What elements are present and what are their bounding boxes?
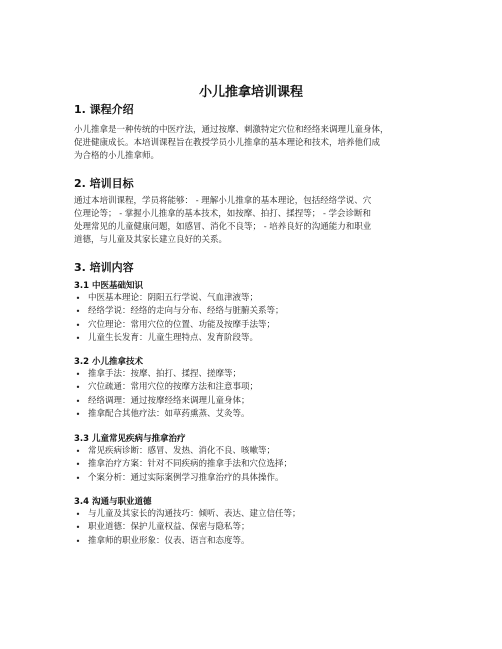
subsection-heading: 3.2 小儿推拿技术 bbox=[74, 357, 144, 367]
bullet-icon: • bbox=[75, 460, 81, 470]
document-title: 小儿推拿培训课程 bbox=[198, 85, 303, 100]
paragraph-line: 通过本培训课程，学员将能够： - 理解小儿推拿的基本理论，包括经络学说、穴 bbox=[74, 196, 372, 206]
list-item: • 职业道德：保护儿童权益、保密与隐私等； bbox=[74, 521, 301, 534]
list-item: • 推拿治疗方案：针对不同疾病的推拿手法和穴位选择； bbox=[74, 458, 292, 471]
bullet-icon: • bbox=[75, 396, 81, 406]
list-item: • 与儿童及其家长的沟通技巧：倾听、表达、建立信任等； bbox=[74, 508, 301, 521]
bullet-icon: • bbox=[75, 307, 81, 317]
bullet-icon: • bbox=[75, 370, 81, 379]
section-heading-objectives: 2. 培训目标 bbox=[74, 177, 134, 190]
bullet-icon: • bbox=[75, 523, 81, 533]
list-item: • 常见疾病诊断：感冒、发热、消化不良、咳嗽等； bbox=[74, 445, 292, 458]
list-item: • 穴位理论：常用穴位的位置、功能及按摩手法等； bbox=[74, 319, 284, 332]
section-paragraph-introduction bbox=[74, 124, 434, 163]
bullet-list bbox=[74, 508, 301, 548]
list-item: • 中医基本理论：阴阳五行学说、气血津液等； bbox=[74, 292, 284, 305]
section-heading-introduction: 1. 课程介绍 bbox=[74, 103, 134, 116]
subsection-heading: 3.1 中医基础知识 bbox=[74, 281, 144, 291]
bullet-icon: • bbox=[75, 383, 81, 393]
paragraph-line: 处理常见的儿童健康问题，如感冒、消化不良等； - 培养良好的沟通能力和职业 bbox=[74, 222, 372, 232]
bullet-icon: • bbox=[75, 473, 81, 483]
bullet-list bbox=[74, 445, 292, 485]
subsection-heading: 3.3 儿童常见疾病与推拿治疗 bbox=[74, 434, 186, 444]
bullet-icon: • bbox=[75, 447, 81, 456]
bullet-list bbox=[74, 368, 258, 421]
bullet-icon: • bbox=[75, 510, 81, 519]
list-item: • 穴位疏通：常用穴位的按摩方法和注意事项； bbox=[74, 381, 258, 394]
list-item: • 经络学说：经络的走向与分布、经络与脏腑关系等； bbox=[74, 305, 284, 318]
bullet-icon: • bbox=[75, 536, 81, 546]
list-item: • 经络调理：通过按摩经络来调理儿童身体； bbox=[74, 395, 258, 408]
list-item: • 推拿手法：按摩、拍打、揉捏、搓摩等； bbox=[74, 368, 258, 381]
paragraph-line: 为合格的小儿推拿师。 bbox=[74, 151, 160, 161]
list-item: • 个案分析：通过实际案例学习推拿治疗的具体操作。 bbox=[74, 472, 292, 485]
list-item: • 推拿配合其他疗法：如草药熏蒸、艾灸等。 bbox=[74, 408, 258, 421]
bullet-icon: • bbox=[75, 333, 81, 343]
bullet-icon: • bbox=[75, 320, 81, 330]
paragraph-line: 位理论等； - 掌握小儿推拿的基本技术，如按摩、拍打、揉捏等； - 学会诊断和 bbox=[74, 209, 372, 219]
paragraph-line: 小儿推拿是一种传统的中医疗法，通过按摩、刺激特定穴位和经络来调理儿童身体， bbox=[74, 125, 389, 135]
paragraph-line: 促进健康成长。本培训课程旨在教授学员小儿推拿的基本理论和技术，培养他们成 bbox=[74, 138, 381, 148]
list-item: • 推拿师的职业形象：仪表、语言和态度等。 bbox=[74, 535, 301, 548]
paragraph-line: 道德，与儿童及其家长建立良好的关系。 bbox=[74, 235, 228, 245]
section-heading-content: 3. 培训内容 bbox=[74, 261, 134, 274]
bullet-icon: • bbox=[75, 294, 81, 303]
bullet-icon: • bbox=[75, 409, 81, 419]
bullet-list bbox=[74, 292, 284, 345]
section-paragraph-objectives bbox=[74, 195, 434, 247]
list-item: • 儿童生长发育：儿童生理特点、发育阶段等。 bbox=[74, 332, 284, 345]
subsection-heading: 3.4 沟通与职业道德 bbox=[74, 497, 152, 507]
